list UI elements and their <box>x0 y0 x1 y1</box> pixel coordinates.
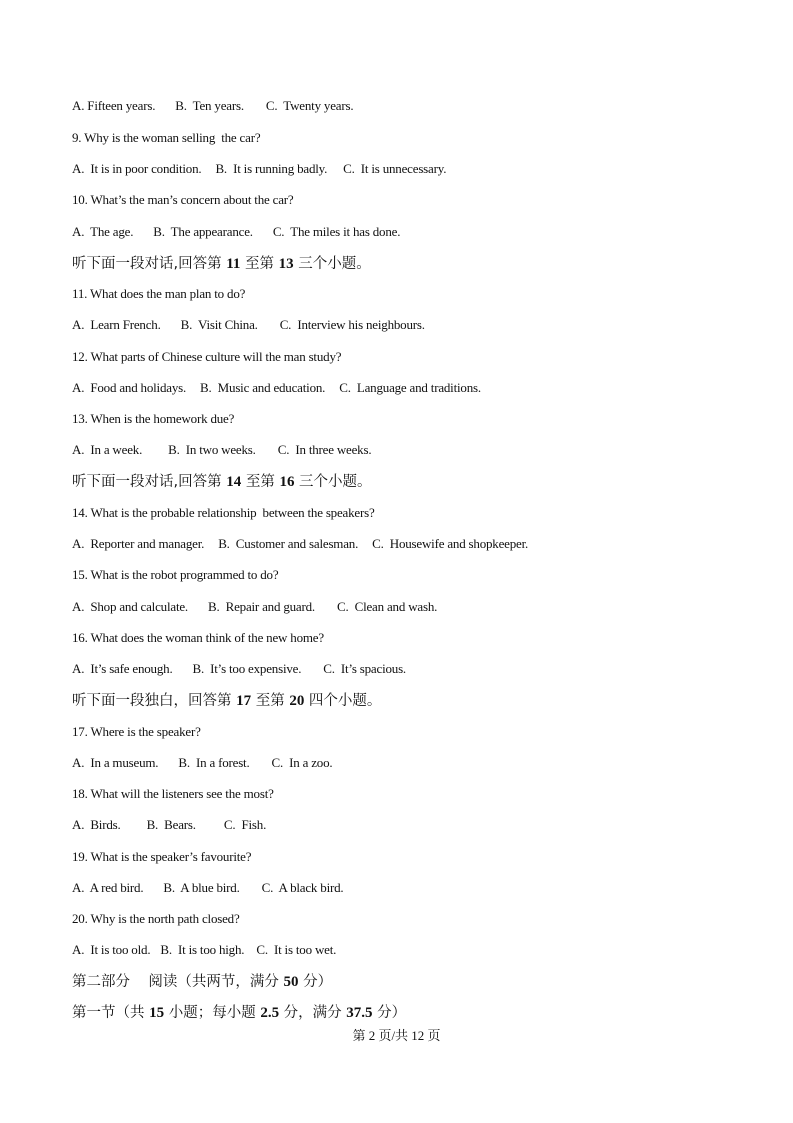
heading-text: 三个小题。 <box>293 256 371 272</box>
option-a: A. A red bird. <box>72 880 144 895</box>
option-c: C. A black bird. <box>261 880 344 895</box>
heading-text: 分，满分 <box>279 1005 347 1021</box>
option-c: C. It is too wet. <box>256 942 337 957</box>
heading-text: 分） <box>372 1005 407 1021</box>
section-heading <box>72 473 372 491</box>
heading-text: 至第 <box>251 693 290 709</box>
option-a: A. In a museum. <box>72 755 159 770</box>
answer-options <box>72 442 371 458</box>
option-a: A. It is in poor condition. <box>72 161 202 176</box>
answer-options <box>72 224 400 240</box>
option-c: C. Clean and wash. <box>336 599 438 614</box>
heading-number: 20 <box>289 693 305 709</box>
question-text: 15. What is the robot programmed to do? <box>72 567 279 582</box>
heading-text: 至第 <box>241 474 280 490</box>
option-a: A. Birds. <box>72 817 121 832</box>
option-a: A. In a week. <box>72 442 143 457</box>
answer-options <box>72 599 437 615</box>
page-footer: 第 2 页/共 12 页 <box>352 1028 441 1043</box>
option-c: C. Language and traditions. <box>339 380 481 395</box>
question-text: 9. Why is the woman selling the car? <box>72 130 261 145</box>
answer-options <box>72 755 332 771</box>
heading-number: 2.5 <box>260 1005 280 1021</box>
heading-text: 第二部分 阅读（共两节，满分 <box>72 974 284 990</box>
option-c: C. In three weeks. <box>277 442 372 457</box>
question-text: 11. What does the man plan to do? <box>72 286 246 301</box>
heading-text: 分） <box>298 974 333 990</box>
question-text: 19. What is the speaker’s favourite? <box>72 849 252 864</box>
option-c: C. It is unnecessary. <box>343 161 447 176</box>
answer-options <box>72 380 481 396</box>
option-b: B. It’s too expensive. <box>192 661 302 676</box>
heading-number: 13 <box>278 256 294 272</box>
heading-number: 17 <box>236 693 252 709</box>
option-c: C. The miles it has done. <box>272 224 401 239</box>
heading-text: 三个小题。 <box>294 474 372 490</box>
heading-text: 第一节（共 <box>72 1005 150 1021</box>
answer-options <box>72 536 528 552</box>
question-text: 16. What does the woman think of the new home? <box>72 630 324 645</box>
question-text: 12. What parts of Chinese culture will the man study? <box>72 349 342 364</box>
answer-options <box>72 817 266 833</box>
option-b: B. In a forest. <box>178 755 250 770</box>
question-text: 20. Why is the north path closed? <box>72 911 240 926</box>
option-a: A. It is too old. <box>72 942 151 957</box>
answer-options <box>72 317 425 333</box>
option-b: B. The appearance. <box>153 224 253 239</box>
heading-text: 听下面一段对话,回答第 <box>72 474 227 490</box>
heading-text: 听下面一段对话,回答第 <box>72 256 227 272</box>
question-text: 17. Where is the speaker? <box>72 724 201 739</box>
option-b: B. In two weeks. <box>168 442 256 457</box>
answer-options <box>72 942 336 958</box>
heading-number: 50 <box>283 974 299 990</box>
answer-options <box>72 880 343 896</box>
section-heading <box>72 692 381 710</box>
answer-options <box>72 161 446 177</box>
heading-number: 37.5 <box>346 1005 373 1021</box>
heading-text: 四个小题。 <box>304 693 382 709</box>
heading-number: 11 <box>226 256 241 272</box>
option-b: B. Bears. <box>146 817 196 832</box>
section-heading <box>72 255 371 273</box>
option-a: A. The age. <box>72 224 134 239</box>
option-c: C. Fish. <box>223 817 267 832</box>
answer-options <box>72 661 406 677</box>
heading-number: 16 <box>279 474 295 490</box>
question-text: 18. What will the listeners see the most? <box>72 786 274 801</box>
answer-options <box>72 98 353 114</box>
option-c: C. Housewife and shopkeeper. <box>372 536 529 551</box>
question-text: 14. What is the probable relationship between the speakers? <box>72 505 375 520</box>
option-a: A. Learn French. <box>72 317 161 332</box>
option-c: C. Twenty years. <box>265 98 354 113</box>
option-b: B. Repair and guard. <box>207 599 315 614</box>
section-heading <box>72 1004 406 1022</box>
option-a: A. Shop and calculate. <box>72 599 188 614</box>
option-b: B. Music and education. <box>200 380 326 395</box>
option-b: B. Ten years. <box>175 98 244 113</box>
option-a: A. Food and holidays. <box>72 380 187 395</box>
heading-text: 听下面一段独白，回答第 <box>72 693 237 709</box>
option-b: B. Visit China. <box>180 317 258 332</box>
option-b: B. It is too high. <box>160 942 245 957</box>
heading-number: 14 <box>226 474 242 490</box>
option-b: B. It is running badly. <box>215 161 328 176</box>
heading-number: 15 <box>149 1005 165 1021</box>
option-a: A. Reporter and manager. <box>72 536 205 551</box>
option-c: C. In a zoo. <box>271 755 333 770</box>
option-a: A. It’s safe enough. <box>72 661 173 676</box>
option-b: B. Customer and salesman. <box>218 536 359 551</box>
question-text: 13. When is the homework due? <box>72 411 235 426</box>
heading-text: 小题；每小题 <box>164 1005 261 1021</box>
option-a: A. Fifteen years. <box>72 98 156 113</box>
section-heading <box>72 973 332 991</box>
option-b: B. A blue bird. <box>163 880 240 895</box>
heading-text: 至第 <box>240 256 279 272</box>
option-c: C. Interview his neighbours. <box>279 317 425 332</box>
option-c: C. It’s spacious. <box>323 661 406 676</box>
question-text: 10. What’s the man’s concern about the car? <box>72 192 294 207</box>
